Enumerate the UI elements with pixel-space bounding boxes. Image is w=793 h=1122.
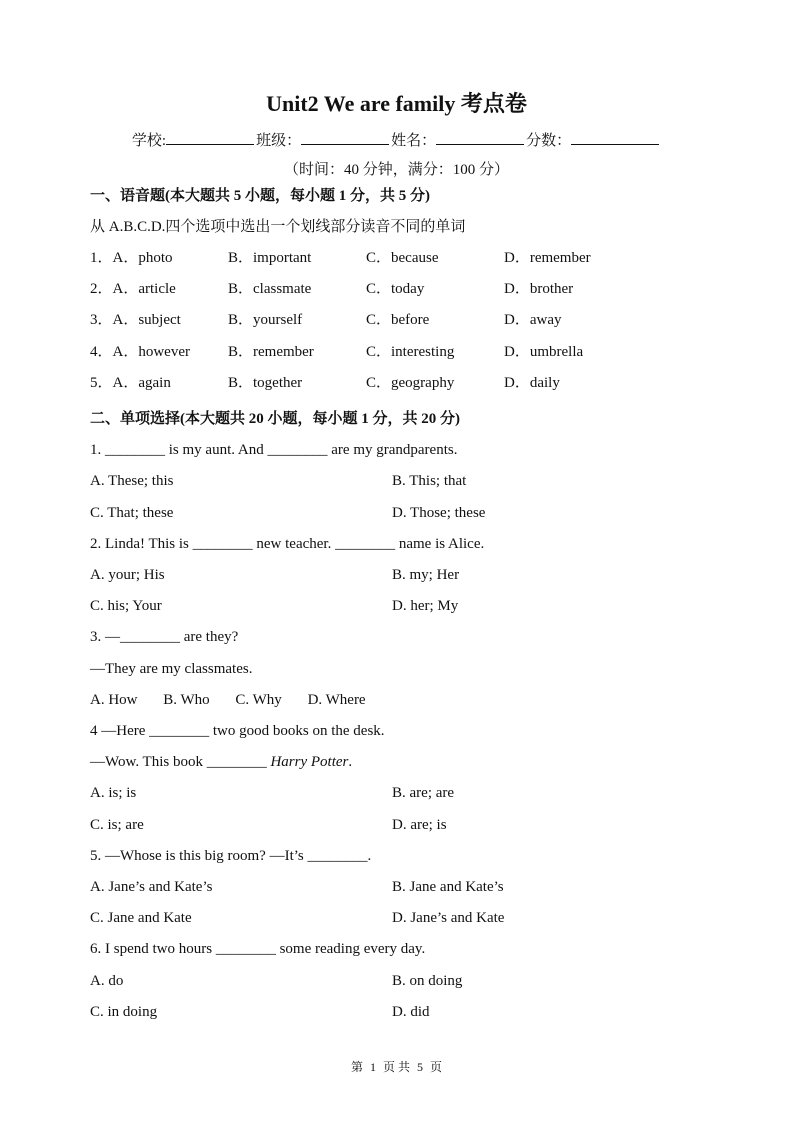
option-d: D．brother [504, 281, 574, 297]
question-2-stem: 2. Linda! This is ________ new teacher. ________ name is Alice. [90, 536, 485, 552]
option-c: C. is; are [90, 817, 144, 833]
option-b: B. Jane and Kate’s [392, 879, 504, 895]
name-blank[interactable] [436, 130, 524, 145]
option-d: D. Where [307, 692, 366, 708]
option-c: C．before [366, 312, 430, 328]
question-5-stem: 5. —Whose is this big room? —It’s ________. [90, 848, 372, 864]
book-title: Harry Potter [270, 754, 349, 770]
student-info-row [0, 130, 793, 151]
section1-instruction: 从 A.B.C.D.四个选项中选出一个划线部分读音不同的单词 [90, 219, 466, 235]
option-a: 1．A．photo [90, 250, 173, 266]
footer-mid: 页 共 [382, 1060, 410, 1074]
option-a: A. Jane’s and Kate’s [90, 879, 213, 895]
option-b: B．remember [228, 344, 314, 360]
footer-prefix: 第 [350, 1060, 363, 1074]
option-c: C．because [366, 250, 439, 266]
section2-heading: 二、单项选择(本大题共 20 小题，每小题 1 分，共 20 分) [90, 411, 460, 427]
option-a: 4．A．however [90, 344, 190, 360]
class-blank[interactable] [301, 130, 389, 145]
option-d: D. Jane’s and Kate [392, 910, 505, 926]
option-c: C. his; Your [90, 598, 162, 614]
footer-page-number: 1 [369, 1060, 376, 1074]
score-blank[interactable] [571, 130, 659, 145]
name-label: 姓名： [391, 133, 437, 149]
option-b: B. on doing [392, 973, 463, 989]
option-b: B. This; that [392, 473, 467, 489]
reply-end: . [348, 754, 353, 770]
option-a: A. How [90, 692, 138, 708]
option-d: D．remember [504, 250, 591, 266]
question-3-stem: 3. —________ are they? [90, 629, 239, 645]
option-a: A. is; is [90, 785, 137, 801]
option-a: 3．A．subject [90, 312, 181, 328]
option-b: B．yourself [228, 312, 303, 328]
option-b: B．together [228, 375, 303, 391]
score-label: 分数： [526, 133, 572, 149]
option-c: C．geography [366, 375, 455, 391]
option-c: C．today [366, 281, 425, 297]
question-3-reply: —They are my classmates. [90, 661, 253, 677]
option-c: C. Why [235, 692, 282, 708]
option-d: D. are; is [392, 817, 447, 833]
school-blank[interactable] [166, 130, 254, 145]
time-info: （时间：40 分钟，满分：100 分） [283, 162, 509, 178]
option-d: D. did [392, 1004, 430, 1020]
option-a: 5．A．again [90, 375, 171, 391]
option-b: B．important [228, 250, 312, 266]
option-d: D．daily [504, 375, 560, 391]
option-c: C. That; these [90, 505, 174, 521]
page-footer [0, 1059, 793, 1075]
option-b: B．classmate [228, 281, 312, 297]
question-4-reply [90, 752, 733, 772]
option-d: D．umbrella [504, 344, 584, 360]
option-b: B. my; Her [392, 567, 460, 583]
page-title: Unit2 We are family 考点卷 [266, 91, 527, 116]
question-1-stem: 1. ________ is my aunt. And ________ are my grandparents. [90, 442, 458, 458]
option-a: 2．A．article [90, 281, 176, 297]
question-4-stem: 4 —Here ________ two good books on the desk. [90, 723, 385, 739]
option-d: D．away [504, 312, 562, 328]
option-a: A. do [90, 973, 124, 989]
option-c: C．interesting [366, 344, 455, 360]
option-d: D. her; My [392, 598, 459, 614]
section1-heading: 一、语音题(本大题共 5 小题，每小题 1 分，共 5 分) [90, 188, 430, 204]
question-6-stem: 6. I spend two hours ________ some reading every day. [90, 941, 426, 957]
school-label: 学校: [131, 133, 167, 149]
footer-suffix: 页 [430, 1060, 443, 1074]
class-label: 班级： [256, 133, 302, 149]
option-b: B. are; are [392, 785, 455, 801]
footer-total-pages: 5 [417, 1060, 423, 1074]
question-3-options [90, 690, 733, 710]
option-a: A. These; this [90, 473, 174, 489]
option-c: C. Jane and Kate [90, 910, 192, 926]
option-d: D. Those; these [392, 505, 486, 521]
option-b: B. Who [163, 692, 210, 708]
option-c: C. in doing [90, 1004, 158, 1020]
option-a: A. your; His [90, 567, 165, 583]
reply-text: —Wow. This book ________ [90, 754, 271, 770]
